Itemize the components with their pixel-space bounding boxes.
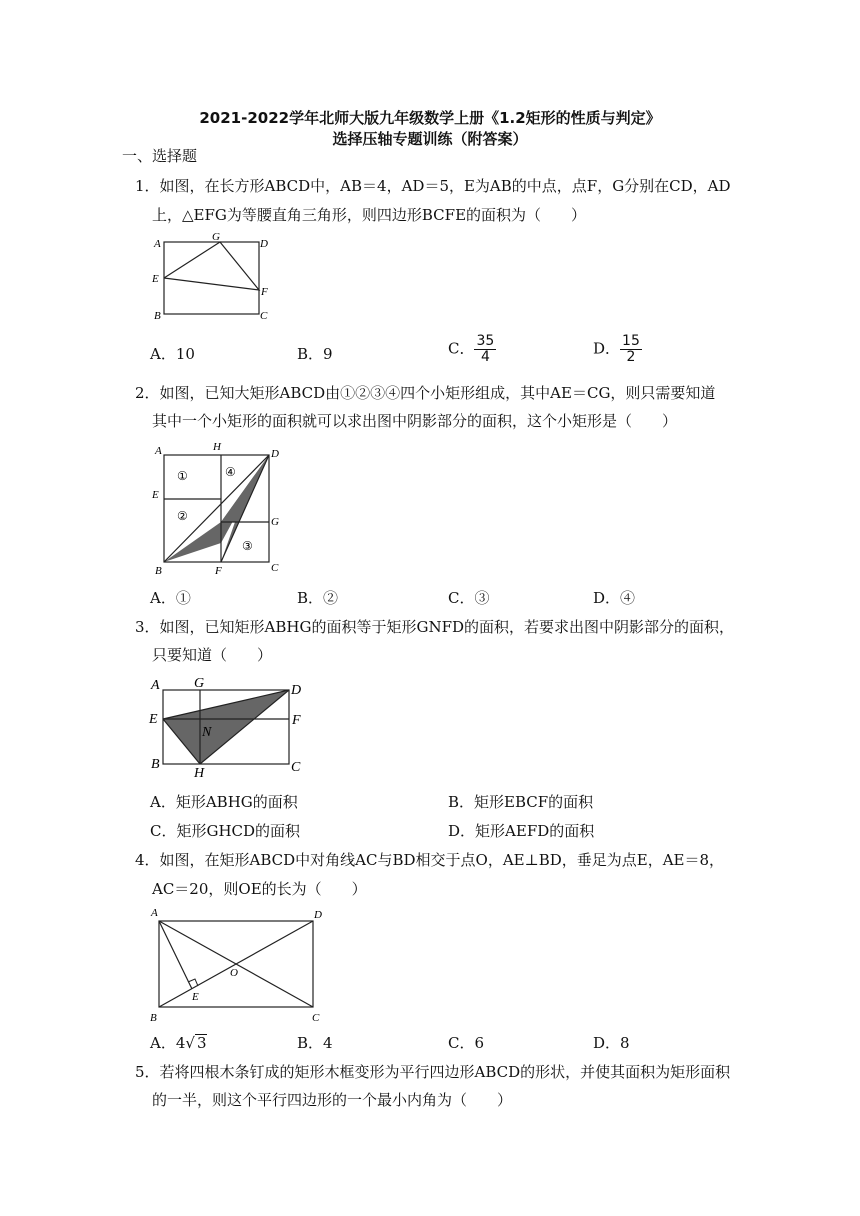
q4-label-B: B: [150, 1012, 157, 1024]
q1-label-D: D: [260, 238, 268, 250]
document-subtitle: 选择压轴专题训练（附答案）: [332, 130, 528, 148]
q1-figure: [150, 232, 280, 322]
q2-region-1: ①: [177, 469, 188, 483]
q2-figure: [145, 440, 295, 578]
q4-label-A: A: [151, 907, 158, 919]
q2-line2: 其中一个小矩形的面积就可以求出图中阴影部分的面积，这个小矩形是（ ）: [152, 412, 678, 430]
q2-option-d[interactable]: D．④: [593, 589, 636, 607]
q3-option-c[interactable]: C．矩形GHCD的面积: [150, 822, 301, 840]
q2-region-3: ③: [242, 539, 253, 553]
q3-label-H: H: [194, 766, 205, 781]
q2-label-B: B: [155, 565, 162, 577]
q2-line1: 2．如图，已知大矩形ABCD由①②③④四个小矩形组成，其中AE＝CG，则只需要知道: [135, 384, 716, 402]
q4-option-c[interactable]: C．6: [448, 1034, 485, 1052]
q1-label-E: E: [152, 273, 159, 285]
q4-label-O: O: [230, 967, 238, 979]
q3-label-F: F: [292, 713, 301, 728]
q3-label-B: B: [151, 757, 160, 772]
q3-line1: 3．如图，已知矩形ABHG的面积等于矩形GNFD的面积，若要求出图中阴影部分的面积，: [135, 618, 735, 636]
q1-label-F: F: [261, 286, 268, 298]
q3-line2: 只要知道（ ）: [152, 646, 273, 664]
q2-option-b[interactable]: B．②: [297, 589, 339, 607]
q1-option-b[interactable]: B．9: [297, 345, 333, 363]
document-title: 2021-2022学年北师大版九年级数学上册《1.2矩形的性质与判定》: [199, 109, 661, 127]
q4-line1: 4．如图，在矩形ABCD中对角线AC与BD相交于点O，AE⊥BD，垂足为点E，AE＝8，: [135, 851, 725, 869]
q3-label-C: C: [291, 760, 301, 775]
section-heading: 一、选择题: [122, 147, 198, 165]
q2-option-c[interactable]: C．③: [448, 589, 490, 607]
q5-line1: 5．若将四根木条钉成的矩形木框变形为平行四边形ABCD的形状，并使其面积为矩形面积: [135, 1063, 731, 1081]
q4-option-b[interactable]: B．4: [297, 1034, 333, 1052]
q2-region-4: ④: [225, 465, 236, 479]
q1-option-d[interactable]: D． $\frac{15}{2}$: [593, 333, 640, 365]
q3-figure: [145, 672, 310, 782]
q4-figure: [145, 903, 335, 1025]
q1-line2: 上，△EFG为等腰直角三角形，则四边形BCFE的面积为（ ）: [152, 206, 587, 224]
q3-label-A: A: [151, 678, 160, 693]
q2-label-H: H: [213, 441, 221, 453]
q3-label-G: G: [194, 676, 205, 691]
q3-label-N: N: [202, 725, 212, 740]
q1-label-A: A: [154, 238, 161, 250]
q2-label-E: E: [152, 489, 159, 501]
q2-region-2: ②: [177, 509, 188, 523]
q4-option-a[interactable]: A．4√ 3: [150, 1034, 207, 1052]
q4-label-D: D: [314, 909, 322, 921]
q2-option-a[interactable]: A．①: [150, 589, 191, 607]
q4-label-E: E: [192, 991, 199, 1003]
q3-option-a[interactable]: A．矩形ABHG的面积: [150, 793, 298, 811]
q3-label-E: E: [149, 712, 158, 727]
q2-label-A: A: [155, 445, 162, 457]
q1-label-C: C: [260, 310, 268, 322]
q1-option-c[interactable]: C． $\frac{35}{4}$: [448, 333, 495, 365]
q2-label-C: C: [271, 562, 279, 574]
q4-label-C: C: [312, 1012, 320, 1024]
q1-label-G: G: [212, 232, 220, 243]
q4-line2: AC＝20，则OE的长为（ ）: [152, 880, 367, 898]
q3-label-D: D: [291, 683, 302, 698]
q2-label-G: G: [271, 516, 279, 528]
q5-line2: 的一半，则这个平行四边形的一个最小内角为（ ）: [152, 1091, 513, 1109]
q3-option-b[interactable]: B．矩形EBCF的面积: [448, 793, 594, 811]
q1-line1: 1．如图，在长方形ABCD中，AB＝4，AD＝5，E为AB的中点，点F，G分别在CD，AD: [135, 177, 731, 195]
q4-option-d[interactable]: D．8: [593, 1034, 630, 1052]
q1-option-a[interactable]: A．10: [150, 345, 195, 363]
q2-label-F: F: [215, 565, 222, 577]
q2-label-D: D: [271, 448, 279, 460]
q3-option-d[interactable]: D．矩形AEFD的面积: [448, 822, 595, 840]
q1-label-B: B: [154, 310, 161, 322]
